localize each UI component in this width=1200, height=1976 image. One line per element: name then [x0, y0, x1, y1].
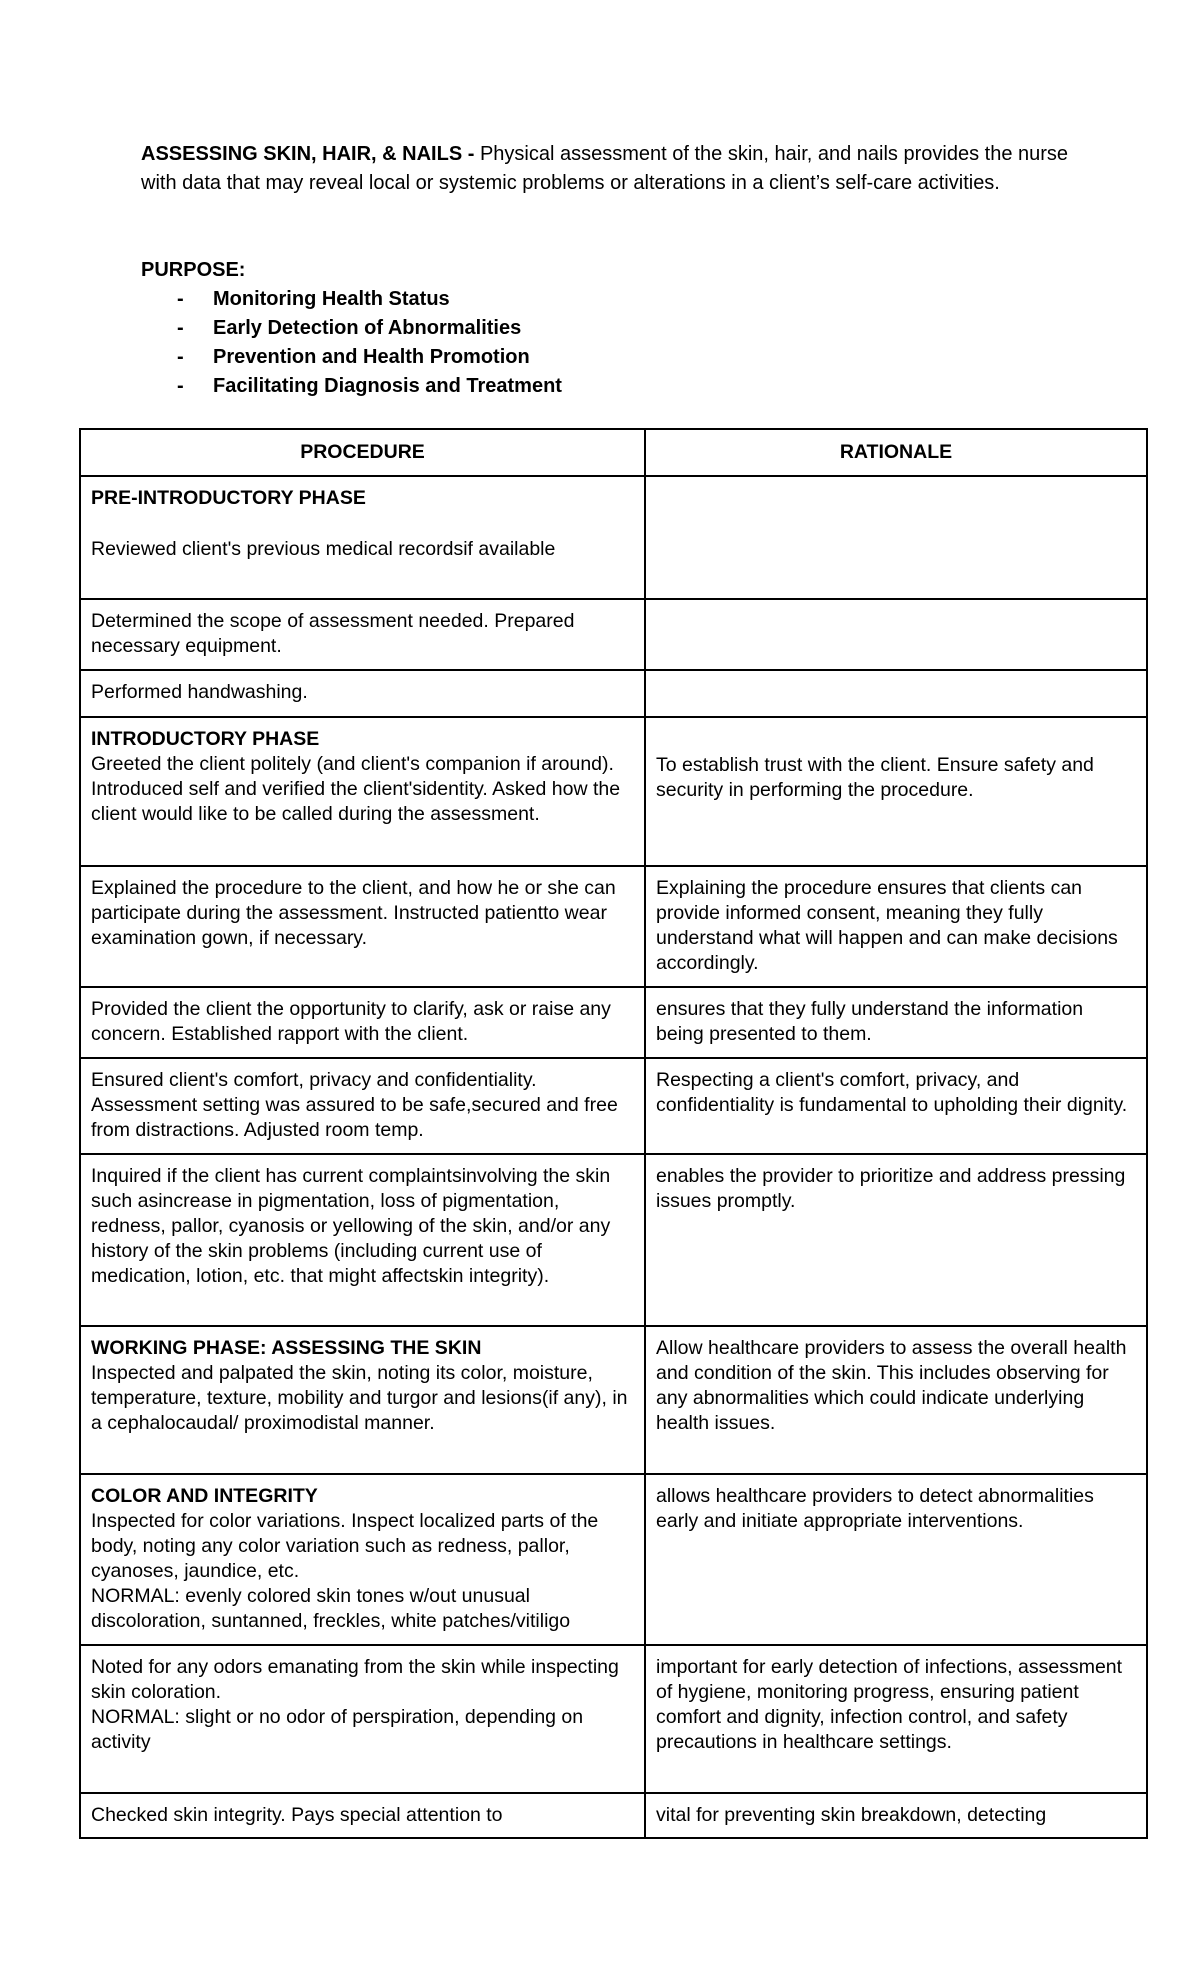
procedure-cell: Ensured client's comfort, privacy and confidentiality. Assessment setting was assured to be safe,secured and free from distractions. Adjusted room temp.	[80, 1058, 645, 1154]
table-row	[80, 866, 1147, 987]
purpose-item: - Monitoring Health Status	[177, 288, 450, 310]
rationale-cell: ensures that they fully understand the information being presented to them.	[645, 987, 1147, 1058]
normal-finding: NORMAL: slight or no odor of perspiration, depending on activity	[91, 1706, 584, 1753]
purpose-heading: PURPOSE:	[141, 259, 246, 281]
table-row	[80, 599, 1147, 670]
procedure-cell: Checked skin integrity. Pays special attention to	[80, 1793, 645, 1838]
normal-finding: NORMAL: evenly colored skin tones w/out unusual discoloration, suntanned, freckles, white patches/vitiligo	[91, 1585, 571, 1632]
purpose-list	[141, 285, 562, 401]
purpose-item: - Prevention and Health Promotion	[177, 346, 530, 368]
procedure-cell: Explained the procedure to the client, and how he or she can participate during the assessment. Instructed patientto wear examination gown, if necessary.	[80, 866, 645, 987]
rationale-cell: Allow healthcare providers to assess the overall health and condition of the skin. This includes observing for any abnormalities which could indicate underlying health issues.	[645, 1326, 1147, 1474]
header-procedure: PROCEDURE	[80, 429, 645, 476]
rationale-cell	[645, 476, 1147, 599]
table-row	[80, 670, 1147, 717]
phase-heading: WORKING PHASE: ASSESSING THE SKIN	[91, 1337, 482, 1359]
rationale-cell: enables the provider to prioritize and address pressing issues promptly.	[645, 1154, 1147, 1326]
rationale-cell: Explaining the procedure ensures that clients can provide informed consent, meaning they fully understand what will happen and can make decisions accordingly.	[645, 866, 1147, 987]
table-row	[80, 1058, 1147, 1154]
purpose-item: - Early Detection of Abnormalities	[177, 317, 522, 339]
procedure-cell: Inquired if the client has current complaintsinvolving the skin such asincrease in pigmentation, loss of pigmentation, redness, pallor, cyanosis or yellowing of the skin, and/or any history of the skin problems (including current use of medication, lotion, etc. that might affectskin integrity).	[80, 1154, 645, 1326]
rationale-cell: important for early detection of infections, assessment of hygiene, monitoring progress, ensuring patient comfort and dignity, infection control, and safety precautions in healthcare settings.	[645, 1645, 1147, 1793]
intro-paragraph	[141, 140, 1081, 198]
phase-heading: INTRODUCTORY PHASE	[91, 728, 320, 750]
rationale-cell	[645, 717, 1147, 866]
procedure-text: Greeted the client politely (and client's companion if around). Introduced self and verified the client'sidentity. Asked how the client would like to be called during the assessment.	[91, 753, 621, 825]
rationale-cell: allows healthcare providers to detect abnormalities early and initiate appropriate interventions.	[645, 1474, 1147, 1645]
procedure-text: Inspected and palpated the skin, noting its color, moisture, temperature, texture, mobility and turgor and lesions(if any), in a cephalocaudal/ proximodistal manner.	[91, 1362, 628, 1434]
procedure-cell: Determined the scope of assessment needed. Prepared necessary equipment.	[80, 599, 645, 670]
table-header-row	[80, 429, 1147, 476]
purpose-item: - Facilitating Diagnosis and Treatment	[177, 375, 562, 397]
rationale-text: To establish trust with the client. Ensure safety and security in performing the procedure.	[656, 754, 1094, 801]
procedure-cell	[80, 1645, 645, 1793]
procedure-cell	[80, 717, 645, 866]
table-row	[80, 717, 1147, 866]
procedure-cell: Performed handwashing.	[80, 670, 645, 717]
purpose-section	[141, 256, 562, 401]
procedure-text: Noted for any odors emanating from the skin while inspecting skin coloration.	[91, 1656, 619, 1703]
procedure-cell: Provided the client the opportunity to clarify, ask or raise any concern. Established rapport with the client.	[80, 987, 645, 1058]
procedure-cell	[80, 1326, 645, 1474]
procedure-cell	[80, 476, 645, 599]
table-row	[80, 1474, 1147, 1645]
table-row	[80, 1645, 1147, 1793]
procedure-cell	[80, 1474, 645, 1645]
table-row	[80, 476, 1147, 599]
procedure-text: Reviewed client's previous medical recordsif available	[91, 538, 556, 560]
table-row	[80, 1326, 1147, 1474]
header-rationale: RATIONALE	[645, 429, 1147, 476]
table-row	[80, 1793, 1147, 1838]
table-row	[80, 987, 1147, 1058]
table-row	[80, 1154, 1147, 1326]
rationale-cell	[645, 599, 1147, 670]
procedure-table	[79, 428, 1148, 1839]
rationale-cell	[645, 670, 1147, 717]
rationale-cell: vital for preventing skin breakdown, detecting	[645, 1793, 1147, 1838]
rationale-cell: Respecting a client's comfort, privacy, and confidentiality is fundamental to upholding their dignity.	[645, 1058, 1147, 1154]
procedure-text: Inspected for color variations. Inspect localized parts of the body, noting any color variation such as redness, pallor, cyanoses, jaundice, etc.	[91, 1510, 599, 1582]
section-heading: COLOR AND INTEGRITY	[91, 1485, 318, 1507]
intro-body: Physical assessment of the skin, hair, and nails provides the nurse with data that may reveal local or systemic problems or alterations in a client’s self-care activities.	[141, 143, 1069, 194]
intro-title: ASSESSING SKIN, HAIR, & NAILS -	[141, 143, 480, 165]
phase-heading: PRE-INTRODUCTORY PHASE	[91, 487, 366, 509]
